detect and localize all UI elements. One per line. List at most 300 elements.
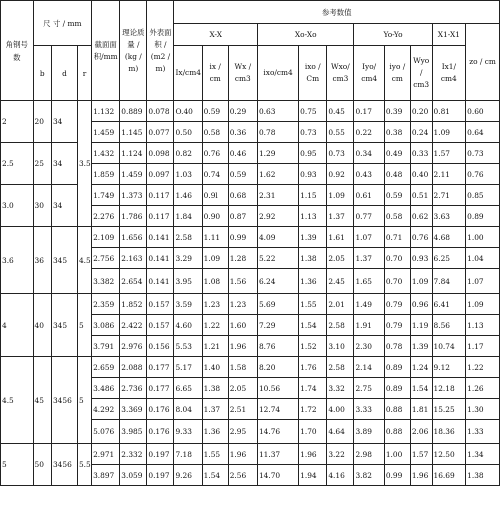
group-no: 3.0: [1, 185, 34, 227]
table-cell: 1.07: [354, 227, 384, 248]
table-cell: 0.117: [147, 185, 174, 206]
table-cell: 0.33: [410, 143, 432, 164]
table-cell: 3.985: [120, 420, 147, 444]
table-cell: 2.05: [228, 378, 257, 399]
table-cell: 1.373: [120, 185, 147, 206]
table-cell: 2.976: [120, 336, 147, 357]
table-cell: 0.76: [202, 143, 228, 164]
table-cell: 1.94: [299, 465, 327, 486]
table-cell: 0.157: [147, 294, 174, 315]
table-cell: 0.99: [228, 227, 257, 248]
table-cell: 0.46: [228, 143, 257, 164]
table-cell: 1.65: [354, 269, 384, 294]
table-cell: 2.95: [228, 420, 257, 444]
table-cell: 3.369: [120, 399, 147, 420]
table-cell: 1.54: [410, 378, 432, 399]
table-cell: 2.736: [120, 378, 147, 399]
table-cell: 0.141: [147, 248, 174, 269]
table-cell: 6.24: [257, 269, 298, 294]
table-cell: 5.076: [92, 420, 120, 444]
table-cell: 1.145: [120, 122, 147, 143]
header-d: d: [51, 46, 77, 101]
table-cell: 0.73: [466, 143, 500, 164]
table-cell: 0.70: [384, 248, 410, 269]
table-cell: 1.09: [432, 122, 466, 143]
table-cell: 0.90: [202, 206, 228, 227]
table-cell: 0.89: [466, 206, 500, 227]
table-cell: 3.059: [120, 465, 147, 486]
header-b: b: [33, 46, 51, 101]
table-cell: 2.75: [354, 378, 384, 399]
table-cell: 1.39: [410, 336, 432, 357]
table-cell: 3.63: [432, 206, 466, 227]
table-cell: 0.88: [384, 420, 410, 444]
table-cell: 8.76: [257, 336, 298, 357]
table-cell: 0.73: [327, 143, 354, 164]
table-cell: 0.92: [327, 164, 354, 185]
table-cell: 1.84: [174, 206, 202, 227]
table-cell: 0.70: [384, 269, 410, 294]
table-cell: 1.96: [228, 444, 257, 465]
group-r: 3.5: [77, 101, 91, 227]
table-cell: 3.486: [92, 378, 120, 399]
table-cell: 0.22: [354, 122, 384, 143]
group-no: 4: [1, 294, 34, 357]
table-cell: 1.124: [120, 143, 147, 164]
table-cell: 12.50: [432, 444, 466, 465]
table-cell: 0.889: [120, 101, 147, 122]
table-cell: 0.45: [327, 101, 354, 122]
table-cell: 1.09: [202, 248, 228, 269]
table-cell: 0.63: [257, 101, 298, 122]
table-cell: 0.097: [147, 164, 174, 185]
table-cell: 0.76: [410, 227, 432, 248]
table-cell: 1.38: [202, 378, 228, 399]
table-cell: 4.00: [327, 399, 354, 420]
table-cell: 0.82: [174, 143, 202, 164]
table-cell: 2.971: [92, 444, 120, 465]
table-cell: 1.49: [354, 294, 384, 315]
table-cell: 2.71: [432, 185, 466, 206]
table-cell: 0.78: [257, 122, 298, 143]
table-cell: 0.79: [384, 315, 410, 336]
table-cell: 2.58: [174, 227, 202, 248]
table-cell: 0.95: [299, 143, 327, 164]
table-cell: 1.74: [299, 378, 327, 399]
table-cell: 2.654: [120, 269, 147, 294]
table-row: [1, 143, 500, 164]
table-cell: 1.749: [92, 185, 120, 206]
header-x1x1: X1-X1: [432, 24, 466, 46]
table-cell: 2.422: [120, 315, 147, 336]
table-cell: 1.19: [410, 315, 432, 336]
table-row: [1, 444, 500, 465]
header-xx: X-X: [174, 24, 257, 46]
table-cell: 0.87: [228, 206, 257, 227]
table-row: [1, 185, 500, 206]
table-cell: 1.13: [466, 315, 500, 336]
table-cell: 4.09: [257, 227, 298, 248]
table-cell: 8.56: [432, 315, 466, 336]
table-cell: 1.37: [354, 248, 384, 269]
group-b: 45: [33, 357, 51, 444]
header-wyo-cm3: Wyo / cm3: [410, 46, 432, 101]
table-cell: 1.656: [120, 227, 147, 248]
table-cell: 3.82: [354, 465, 384, 486]
table-row: [1, 101, 500, 122]
table-cell: 3.10: [327, 336, 354, 357]
header-zo: zo / cm: [466, 24, 500, 101]
table-cell: 0.17: [354, 101, 384, 122]
table-cell: 2.14: [354, 357, 384, 378]
table-cell: 2.58: [327, 315, 354, 336]
group-b: 25: [33, 143, 51, 185]
table-cell: 0.176: [147, 399, 174, 420]
table-row: [1, 294, 500, 315]
table-cell: 0.197: [147, 444, 174, 465]
table-cell: 1.09: [466, 294, 500, 315]
table-cell: 12.18: [432, 378, 466, 399]
table-cell: 0.176: [147, 420, 174, 444]
table-cell: 1.54: [202, 465, 228, 486]
group-b: 50: [33, 444, 51, 486]
table-cell: 1.72: [299, 399, 327, 420]
table-cell: 1.37: [202, 399, 228, 420]
table-cell: 0.74: [202, 164, 228, 185]
table-cell: 1.96: [299, 444, 327, 465]
table-cell: 1.38: [466, 465, 500, 486]
table-cell: 2.06: [410, 420, 432, 444]
table-cell: 1.23: [228, 294, 257, 315]
table-cell: 0.098: [147, 143, 174, 164]
table-cell: 3.897: [92, 465, 120, 486]
table-cell: 10.74: [432, 336, 466, 357]
group-b: 20: [33, 101, 51, 143]
table-cell: 0.96: [410, 294, 432, 315]
table-cell: 1.37: [327, 206, 354, 227]
table-cell: 4.64: [327, 420, 354, 444]
group-r: 5.5: [77, 444, 91, 486]
table-cell: 1.70: [299, 420, 327, 444]
table-cell: 3.33: [354, 399, 384, 420]
table-cell: 0.197: [147, 465, 174, 486]
table-cell: 2.109: [92, 227, 120, 248]
header-size-group: 尺 寸 / mm: [33, 1, 92, 46]
header-angle-no: 角钢号数: [1, 1, 34, 101]
table-cell: 0.89: [384, 378, 410, 399]
table-cell: 14.76: [257, 420, 298, 444]
table-cell: 9.12: [432, 357, 466, 378]
table-cell: 1.38: [299, 248, 327, 269]
table-cell: 1.132: [92, 101, 120, 122]
header-ix-cm4: Ix/cm4: [174, 46, 202, 101]
table-cell: 0.61: [354, 185, 384, 206]
table-cell: 3.89: [354, 420, 384, 444]
table-cell: 0.156: [147, 336, 174, 357]
table-cell: 2.659: [92, 357, 120, 378]
table-cell: 0.20: [410, 101, 432, 122]
table-cell: 3.791: [92, 336, 120, 357]
table-cell: 1.13: [299, 206, 327, 227]
group-b: 40: [33, 294, 51, 357]
table-cell: 0.141: [147, 269, 174, 294]
table-cell: 1.30: [466, 399, 500, 420]
table-cell: 0.93: [299, 164, 327, 185]
table-cell: 0.59: [228, 164, 257, 185]
table-cell: 1.17: [466, 336, 500, 357]
table-cell: 0.89: [384, 357, 410, 378]
table-cell: 3.95: [174, 269, 202, 294]
table-cell: 0.51: [410, 185, 432, 206]
table-cell: 15.25: [432, 399, 466, 420]
table-cell: 0.24: [410, 122, 432, 143]
table-cell: 1.28: [228, 248, 257, 269]
header-ixo-cm4: ixo/cm4: [257, 46, 298, 101]
table-cell: 2.359: [92, 294, 120, 315]
table-cell: 1.22: [202, 315, 228, 336]
table-cell: 0.117: [147, 206, 174, 227]
table-cell: 0.077: [147, 122, 174, 143]
table-cell: 2.01: [327, 294, 354, 315]
group-no: 2.5: [1, 143, 34, 185]
header-section-area: 截面面积/mm: [92, 1, 120, 101]
table-cell: 1.04: [466, 248, 500, 269]
table-cell: 0.58: [202, 122, 228, 143]
table-cell: 1.15: [299, 185, 327, 206]
table-cell: 0.93: [410, 248, 432, 269]
table-cell: 2.45: [327, 269, 354, 294]
table-cell: 16.69: [432, 465, 466, 486]
table-cell: 2.163: [120, 248, 147, 269]
table-cell: 9.33: [174, 420, 202, 444]
table-cell: 1.29: [257, 143, 298, 164]
table-cell: 8.04: [174, 399, 202, 420]
table-cell: 3.59: [174, 294, 202, 315]
table-cell: 1.52: [299, 336, 327, 357]
table-cell: 3.29: [174, 248, 202, 269]
table-cell: 0.99: [384, 465, 410, 486]
table-cell: 2.332: [120, 444, 147, 465]
header-yoyo: Yo-Yo: [354, 24, 432, 46]
table-cell: 1.22: [466, 357, 500, 378]
table-cell: 1.23: [202, 294, 228, 315]
table-cell: 1.54: [299, 315, 327, 336]
header-ix1-cm4: Ix1/ cm4: [432, 46, 466, 101]
table-cell: 1.459: [92, 122, 120, 143]
table-cell: 0.177: [147, 378, 174, 399]
table-cell: 0.85: [466, 185, 500, 206]
header-iyo-cm4: Iyo/ cm4: [354, 46, 384, 101]
table-cell: 1.55: [202, 444, 228, 465]
group-r: 5: [77, 294, 91, 357]
table-cell: 0.9l: [202, 185, 228, 206]
table-cell: 2.756: [92, 248, 120, 269]
table-cell: 0.76: [466, 164, 500, 185]
table-cell: 0.75: [299, 101, 327, 122]
table-cell: 1.40: [202, 357, 228, 378]
table-cell: 0.141: [147, 227, 174, 248]
group-d: 345: [51, 294, 77, 357]
table-cell: 1.34: [466, 444, 500, 465]
table-cell: 7.84: [432, 269, 466, 294]
table-cell: 0.81: [432, 101, 466, 122]
header-wxo-cm3: Wxo/ cm3: [327, 46, 354, 101]
table-cell: 4.16: [327, 465, 354, 486]
table-cell: 1.55: [299, 294, 327, 315]
table-cell: 14.70: [257, 465, 298, 486]
group-r: 4.5: [77, 227, 91, 294]
table-cell: 1.00: [384, 444, 410, 465]
group-d: 34: [51, 185, 77, 227]
group-b: 30: [33, 185, 51, 227]
table-cell: 0.71: [384, 227, 410, 248]
table-cell: 1.11: [202, 227, 228, 248]
table-cell: 1.56: [228, 269, 257, 294]
group-no: 3.6: [1, 227, 34, 294]
table-cell: 1.36: [202, 420, 228, 444]
table-cell: 0.77: [354, 206, 384, 227]
table-cell: 7.29: [257, 315, 298, 336]
table-cell: 0.48: [384, 164, 410, 185]
table-cell: 1.61: [327, 227, 354, 248]
table-cell: 6.65: [174, 378, 202, 399]
table-cell: 1.07: [466, 269, 500, 294]
table-row: [1, 227, 500, 248]
table-cell: 0.55: [327, 122, 354, 143]
table-cell: 1.57: [432, 143, 466, 164]
table-cell: 4.60: [174, 315, 202, 336]
table-cell: 0.40: [410, 164, 432, 185]
table-cell: 1.57: [410, 444, 432, 465]
table-cell: 0.88: [384, 399, 410, 420]
table-cell: 1.786: [120, 206, 147, 227]
table-row: [1, 357, 500, 378]
group-d: 3456: [51, 444, 77, 486]
table-cell: 3.086: [92, 315, 120, 336]
table-cell: 0.39: [384, 101, 410, 122]
group-d: 34: [51, 143, 77, 185]
table-cell: 6.25: [432, 248, 466, 269]
table-cell: 0.79: [384, 294, 410, 315]
header-ixo-cm: ixo / Cm: [299, 46, 327, 101]
table-cell: 1.24: [410, 357, 432, 378]
table-cell: 6.41: [432, 294, 466, 315]
group-no: 2: [1, 101, 34, 143]
table-cell: 3.22: [327, 444, 354, 465]
table-cell: 1.58: [228, 357, 257, 378]
table-cell: 0.38: [384, 122, 410, 143]
header-xoxo: Xo-Xo: [257, 24, 354, 46]
header-outer-area: 外表面积 / (m2 / m): [147, 1, 174, 101]
table-body: [1, 101, 500, 486]
table-cell: 18.36: [432, 420, 466, 444]
table-cell: 2.088: [120, 357, 147, 378]
header-wx-cm3: Wx / cm3: [228, 46, 257, 101]
group-no: 5: [1, 444, 34, 486]
table-cell: 1.09: [410, 269, 432, 294]
table-cell: 1.852: [120, 294, 147, 315]
table-cell: 5.17: [174, 357, 202, 378]
table-cell: 1.91: [354, 315, 384, 336]
table-cell: 2.05: [327, 248, 354, 269]
table-cell: O.40: [174, 101, 202, 122]
table-cell: 1.39: [299, 227, 327, 248]
table-cell: 11.37: [257, 444, 298, 465]
table-cell: 0.157: [147, 315, 174, 336]
table-cell: 12.74: [257, 399, 298, 420]
table-cell: 0.49: [384, 143, 410, 164]
table-cell: 7.18: [174, 444, 202, 465]
table-cell: 5.53: [174, 336, 202, 357]
header-reference: 参考数值: [174, 1, 500, 24]
table-cell: 2.31: [257, 185, 298, 206]
group-b: 36: [33, 227, 51, 294]
table-cell: 2.98: [354, 444, 384, 465]
table-cell: 0.177: [147, 357, 174, 378]
table-cell: 0.73: [299, 122, 327, 143]
table-cell: 0.29: [228, 101, 257, 122]
table-cell: 1.21: [202, 336, 228, 357]
table-cell: 1.96: [228, 336, 257, 357]
group-no: 4.5: [1, 357, 34, 444]
table-cell: 1.33: [466, 420, 500, 444]
table-cell: 0.60: [466, 101, 500, 122]
group-d: 345: [51, 227, 77, 294]
group-r: 5: [77, 357, 91, 444]
header-iyo-cm: iyo / cm: [384, 46, 410, 101]
table-cell: 1.46: [174, 185, 202, 206]
table-cell: 5.22: [257, 248, 298, 269]
table-cell: 0.59: [384, 185, 410, 206]
table-cell: 2.30: [354, 336, 384, 357]
table-cell: 2.276: [92, 206, 120, 227]
table-cell: 1.03: [174, 164, 202, 185]
table-cell: 3.382: [92, 269, 120, 294]
table-cell: 0.36: [228, 122, 257, 143]
table-cell: 1.96: [410, 465, 432, 486]
table-cell: 2.51: [228, 399, 257, 420]
header-ix-cm: ix / cm: [202, 46, 228, 101]
table-cell: 0.59: [202, 101, 228, 122]
table-cell: 1.76: [299, 357, 327, 378]
group-d: 34: [51, 101, 77, 143]
table-cell: 1.62: [257, 164, 298, 185]
table-cell: 0.43: [354, 164, 384, 185]
table-cell: 3.32: [327, 378, 354, 399]
table-cell: 2.56: [228, 465, 257, 486]
table-cell: 2.11: [432, 164, 466, 185]
table-cell: 1.08: [202, 269, 228, 294]
table-cell: 2.92: [257, 206, 298, 227]
table-cell: 5.69: [257, 294, 298, 315]
table-cell: 4.68: [432, 227, 466, 248]
table-cell: 0.34: [354, 143, 384, 164]
table-cell: 1.00: [466, 227, 500, 248]
header-theoretical-mass: 理论质量 / (kg / m): [120, 1, 147, 101]
table-cell: 0.62: [410, 206, 432, 227]
table-cell: 1.459: [120, 164, 147, 185]
table-cell: 1.60: [228, 315, 257, 336]
group-d: 3456: [51, 357, 77, 444]
table-cell: 1.26: [466, 378, 500, 399]
table-cell: 1.36: [299, 269, 327, 294]
table-cell: 9.26: [174, 465, 202, 486]
table-cell: 0.58: [384, 206, 410, 227]
table-cell: 1.09: [327, 185, 354, 206]
table-cell: 4.292: [92, 399, 120, 420]
table-cell: 1.432: [92, 143, 120, 164]
table-cell: 0.078: [147, 101, 174, 122]
